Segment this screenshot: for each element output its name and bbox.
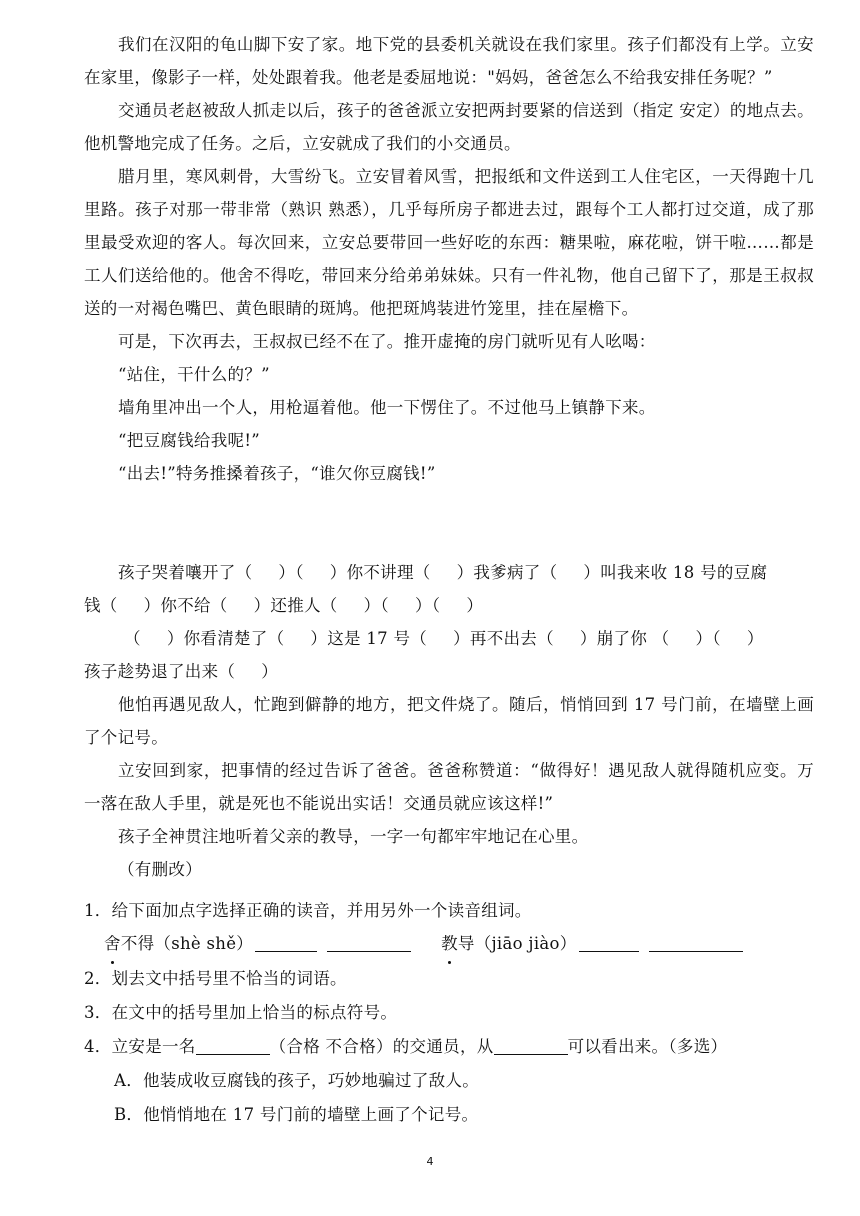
paragraph-12: 立安回到家，把事情的经过告诉了爸爸。爸爸称赞道：“做得好！遇见敌人就得随机应变。万一落在敌人手里，就是死也不能说出实话！交通员就应该这样!” — [84, 761, 814, 813]
question-1: 1．给下面加点字选择正确的读音，并用另外一个读音组词。 — [84, 901, 532, 920]
question-2: 2．划去文中括号里不恰当的词语。 — [84, 969, 347, 988]
paragraph-13: 孩子全神贯注地听着父亲的教导，一字一句都牢牢地记在心里。 — [118, 827, 589, 846]
dotted-char-2: 教 — [441, 927, 458, 960]
dotted-char-1: 舍 — [104, 927, 121, 960]
answer-blank[interactable] — [649, 933, 743, 952]
paragraph-3: 腊月里，寒风刺骨，大雪纷飞。立安冒着风雪，把报纸和文件送到工人住宅区，一天得跑十几里路。孩子对那一带非常（熟识 熟悉），几乎每所房子都进去过，跟每个工人都打过交道，成了那里最受欢迎的客人。每次回来，立安总要带回一些好吃的东西：糖果啦，麻花啦，饼干啦……都是工人们送给他的。他舍不得吃，带回来分给弟弟妹妹。只有一件礼物，他自己留下了，那是王叔叔送的一对褐色嘴巴、黄色眼睛的斑鸠。他把斑鸠装进竹笼里，挂在屋檐下。 — [84, 167, 814, 318]
answer-blank[interactable] — [255, 933, 317, 952]
page-number: 4 — [426, 1155, 434, 1168]
paragraph-5: “站住，干什么的？” — [118, 365, 270, 384]
paragraph-10-line-2: 孩子趁势退了出来（ ） — [84, 662, 279, 681]
option-a: A．他装成收豆腐钱的孩子，巧妙地骗过了敌人。 — [114, 1071, 480, 1090]
paragraph-8: “出去!”特务推搡着孩子，“谁欠你豆腐钱!” — [118, 464, 436, 483]
question-3: 3．在文中的括号里加上恰当的标点符号。 — [84, 1003, 398, 1022]
question-1-items: 舍不得（shè shě） 教导（jiāo jiào） — [104, 927, 844, 960]
question-4: 4．立安是一名 （合格 不合格）的交通员，从 可以看出来。（多选） — [84, 1037, 728, 1056]
paragraph-10-line-1: （ ）你看清楚了（ ）这是 17 号（ ）再不出去（ ）崩了你 （ ）（ ） — [124, 629, 764, 648]
revision-note: （有删改） — [118, 860, 202, 879]
answer-blank[interactable] — [579, 933, 639, 952]
paragraph-6: 墙角里冲出一个人，用枪逼着他。他一下愣住了。不过他马上镇静下来。 — [118, 398, 656, 417]
paragraph-11: 他怕再遇见敌人，忙跑到僻静的地方，把文件烧了。随后，悄悄回到 17 号门前，在墙壁上画了个记号。 — [84, 695, 814, 747]
paragraph-4: 可是，下次再去，王叔叔已经不在了。推开虚掩的房门就听见有人吆喝： — [118, 332, 656, 351]
paragraph-1: 我们在汉阳的龟山脚下安了家。地下党的县委机关就设在我们家里。孩子们都没有上学。立安在家里，像影子一样，处处跟着我。他老是委屈地说："妈妈，爸爸怎么不给我安排任务呢？” — [84, 35, 814, 87]
option-b: B．他悄悄地在 17 号门前的墙壁上画了个记号。 — [114, 1105, 479, 1124]
paragraph-9-line-1: 孩子哭着嚷开了（ ）（ ）你不讲理（ ）我爹病了（ ）叫我来收 18 号的豆腐 — [118, 563, 768, 582]
paragraph-2: 交通员老赵被敌人抓走以后，孩子的爸爸派立安把两封要紧的信送到（指定 安定）的地点去。他机警地完成了任务。之后，立安就成了我们的小交通员。 — [84, 101, 814, 153]
paragraph-7: “把豆腐钱给我呢!” — [118, 431, 261, 450]
paragraph-9-line-2: 钱（ ）你不给（ ）还推人（ ）（ ）（ ） — [84, 596, 484, 615]
answer-blank[interactable] — [494, 1036, 568, 1055]
answer-blank[interactable] — [196, 1036, 270, 1055]
answer-blank[interactable] — [327, 933, 411, 952]
